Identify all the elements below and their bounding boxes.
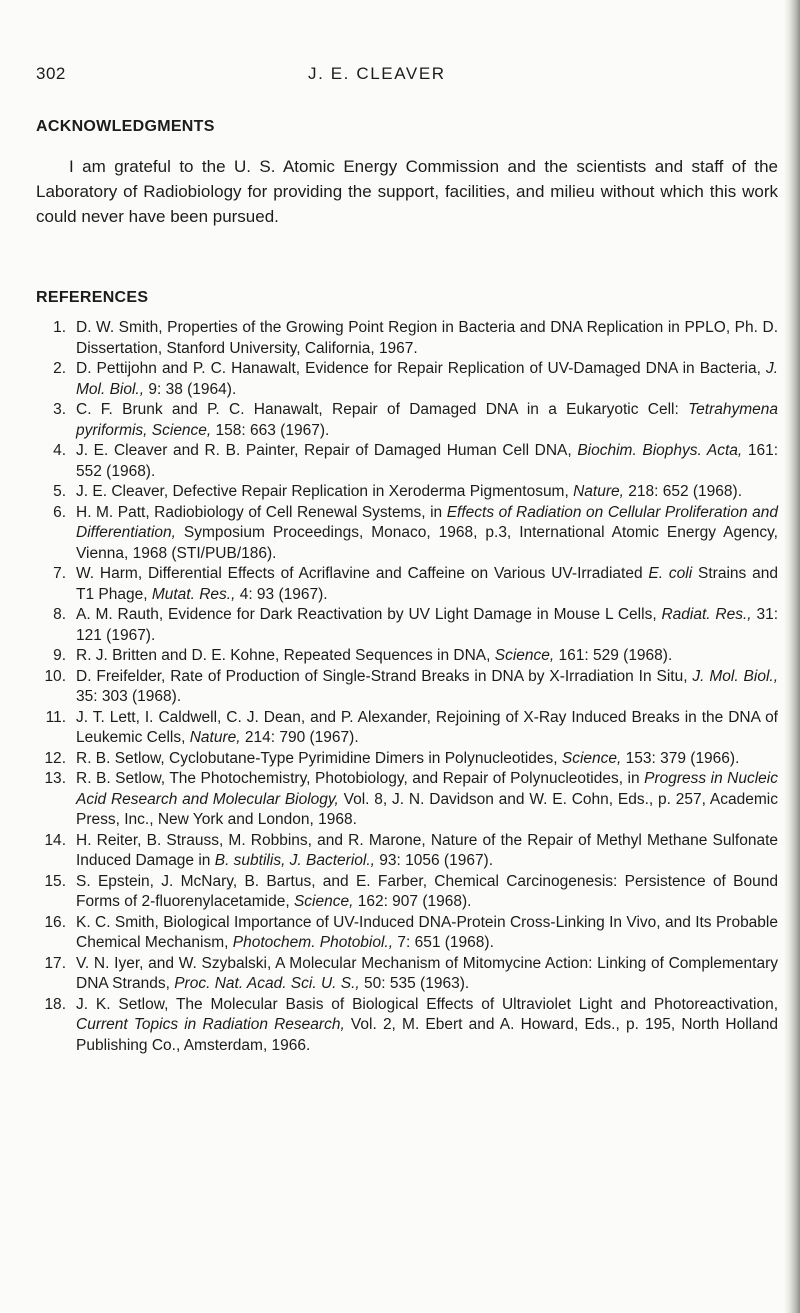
- reference-text: A. M. Rauth, Evidence for Dark Reactivation by UV Light Damage in Mouse L Cells,: [76, 606, 662, 623]
- reference-number: 3 .: [36, 400, 66, 421]
- references-heading: REFERENCES: [36, 289, 149, 306]
- reference-text: 9: 38 (1964).: [144, 380, 237, 398]
- running-title: J. E. CLEAVER: [308, 64, 446, 83]
- reference-list: [36, 318, 778, 1056]
- reference-text: W. Harm, Differential Effects of Acriflavine and Caffeine on Various UV-Irradiated: [76, 565, 649, 582]
- reference-italic-text: Nature,: [573, 483, 624, 500]
- reference-text: 35: 303 (1968).: [76, 688, 182, 705]
- reference-item: [36, 318, 778, 359]
- reference-text: J. T. Lett, I. Caldwell, C. J. Dean, and P. Alexander, Rejoining of X-Ray Induced Breaks in the DNA of Leukemic Cells,: [76, 708, 778, 746]
- reference-item: [36, 913, 778, 954]
- reference-item: [36, 646, 778, 667]
- reference-item: [36, 769, 778, 831]
- reference-number: 7 .: [36, 564, 66, 585]
- reference-text: Vol. 2, M. Ebert and A. Howard, Eds., p. 195, North Holland Publishing Co., Amsterdam, 1966.: [76, 1016, 778, 1054]
- reference-text: D. Pettijohn and P. C. Hanawalt, Evidence for Repair Replication of UV-Damaged DNA in Bacteria,: [76, 360, 766, 377]
- reference-number: 17 .: [36, 954, 66, 975]
- reference-item: [36, 708, 778, 749]
- reference-number: 6 .: [36, 503, 66, 524]
- reference-text: 153: 379 (1966).: [621, 749, 740, 767]
- reference-text: Symposium Proceedings, Monaco, 1968, p.3, International Atomic Energy Agency, Vienna, 1968 (STI/PUB/186).: [76, 524, 778, 562]
- reference-number: 12 .: [36, 749, 66, 770]
- reference-text: 161: 529 (1968).: [554, 647, 673, 664]
- reference-text: 162: 907 (1968).: [353, 893, 472, 910]
- reference-number: 5 .: [36, 482, 66, 503]
- reference-italic-text: Proc. Nat. Acad. Sci. U. S.,: [174, 975, 360, 992]
- reference-item: [36, 954, 778, 995]
- reference-number: 8 .: [36, 605, 66, 626]
- reference-text: D. W. Smith, Properties of the Growing Point Region in Bacteria and DNA Replication in PPLO, Ph. D. Dissertation, Stanford University, California, 1967.: [76, 319, 778, 357]
- reference-text: D. Freifelder, Rate of Production of Single-Strand Breaks in DNA by X-Irradiation In Situ,: [76, 667, 693, 685]
- reference-text: R. B. Setlow, The Photochemistry, Photobiology, and Repair of Polynucleotides, in: [76, 770, 645, 787]
- reference-italic-text: J. Mol. Biol.,: [76, 360, 778, 398]
- reference-text: 214: 790 (1967).: [240, 729, 359, 746]
- reference-item: [36, 605, 778, 646]
- reference-number: 13 .: [36, 769, 66, 790]
- reference-item: [36, 749, 778, 770]
- acknowledgments-text: I am grateful to the U. S. Atomic Energy Commission and the scientists and staff of the Laboratory of Radiobiology for providing the support, facilities, and milieu without which this work could never have been pursued.: [36, 157, 778, 226]
- reference-number: 11 .: [36, 708, 66, 729]
- reference-text: 7: 651 (1968).: [393, 934, 494, 951]
- reference-text: 161: 552 (1968).: [76, 442, 778, 480]
- reference-number: 2 .: [36, 359, 66, 380]
- reference-text: H. Reiter, B. Strauss, M. Robbins, and R. Marone, Nature of the Repair of Methyl Methane Sulfonate Induced Damage in: [76, 831, 778, 869]
- reference-text: R. B. Setlow, Cyclobutane-Type Pyrimidine Dimers in Polynucleotides,: [76, 749, 562, 767]
- reference-italic-text: Radiat. Res.,: [661, 606, 752, 623]
- reference-text: V. N. Iyer, and W. Szybalski, A Molecular Mechanism of Mitomycine Action: Linking of Complementary DNA Strands,: [76, 954, 778, 992]
- reference-text: R. J. Britten and D. E. Kohne, Repeated Sequences in DNA,: [76, 647, 495, 664]
- reference-item: [36, 872, 778, 913]
- reference-number: 16 .: [36, 913, 66, 934]
- reference-italic-text: Science,: [561, 749, 622, 767]
- reference-text: Strains and T1 Phage,: [76, 565, 778, 603]
- reference-italic-text: B. subtilis, J. Bacteriol.,: [214, 852, 375, 869]
- reference-italic-text: E. coli: [648, 565, 693, 582]
- reference-text: 4: 93 (1967).: [235, 585, 328, 603]
- reference-item: [36, 400, 778, 441]
- reference-italic-text: Progress in Nucleic Acid Research and Molecular Biology,: [76, 770, 779, 808]
- reference-item: [36, 359, 778, 400]
- reference-text: S. Epstein, J. McNary, B. Bartus, and E. Farber, Chemical Carcinogenesis: Persistence of Bound Forms of 2-fluorenylacetamide,: [76, 872, 778, 910]
- reference-number: 10 .: [36, 667, 66, 688]
- reference-item: [36, 995, 778, 1057]
- reference-text: J. E. Cleaver and R. B. Painter, Repair of Damaged Human Cell DNA,: [76, 442, 578, 459]
- reference-item: [36, 503, 778, 565]
- reference-text: J. E. Cleaver, Defective Repair Replication in Xeroderma Pigmentosum,: [76, 483, 574, 500]
- reference-text: 218: 652 (1968).: [623, 483, 742, 500]
- page-edge-shadow: [784, 0, 800, 1313]
- reference-italic-text: Photochem. Photobiol.,: [232, 934, 394, 951]
- reference-italic-text: Effects of Radiation on Cellular Proliferation and Differentiation,: [76, 503, 778, 541]
- reference-text: C. F. Brunk and P. C. Hanawalt, Repair of Damaged DNA in a Eukaryotic Cell:: [76, 401, 689, 418]
- reference-italic-text: Nature,: [189, 729, 241, 746]
- reference-number: 4 .: [36, 441, 66, 462]
- reference-text: 31: 121 (1967).: [76, 606, 778, 644]
- reference-item: [36, 831, 778, 872]
- reference-italic-text: Science,: [293, 893, 354, 910]
- reference-item: [36, 564, 778, 605]
- reference-number: 18 .: [36, 995, 66, 1016]
- reference-italic-text: J. Mol. Biol.,: [692, 667, 778, 685]
- reference-text: Vol. 8, J. N. Davidson and W. E. Cohn, Eds., p. 257, Academic Press, Inc., New York and London, 1968.: [76, 790, 778, 828]
- reference-text: H. M. Patt, Radiobiology of Cell Renewal Systems, in: [76, 503, 447, 521]
- reference-number: 1 .: [36, 318, 66, 339]
- reference-text: 93: 1056 (1967).: [374, 852, 494, 869]
- reference-text: J. K. Setlow, The Molecular Basis of Biological Effects of Ultraviolet Light and Photoreactivation,: [76, 995, 778, 1013]
- reference-number: 14 .: [36, 831, 66, 852]
- reference-italic-text: Science,: [494, 647, 555, 664]
- reference-text: 158: 663 (1967).: [211, 421, 330, 439]
- reference-item: [36, 667, 778, 708]
- reference-italic-text: Biochim. Biophys. Acta,: [577, 442, 743, 459]
- reference-text: 50: 535 (1963).: [359, 975, 470, 992]
- acknowledgments-heading: ACKNOWLEDGMENTS: [36, 118, 215, 135]
- reference-number: 9 .: [36, 646, 66, 667]
- reference-italic-text: Current Topics in Radiation Research,: [76, 1016, 345, 1033]
- reference-item: [36, 482, 778, 503]
- reference-italic-text: Tetrahymena pyriformis, Science,: [76, 401, 778, 439]
- reference-number: 15 .: [36, 872, 66, 893]
- reference-italic-text: Mutat. Res.,: [151, 585, 236, 603]
- page-number: 302: [36, 64, 66, 83]
- reference-text: K. C. Smith, Biological Importance of UV-Induced DNA-Protein Cross-Linking In Vivo, and Its Probable Chemical Mechanism,: [76, 913, 778, 951]
- running-head: [36, 64, 456, 86]
- reference-item: [36, 441, 778, 482]
